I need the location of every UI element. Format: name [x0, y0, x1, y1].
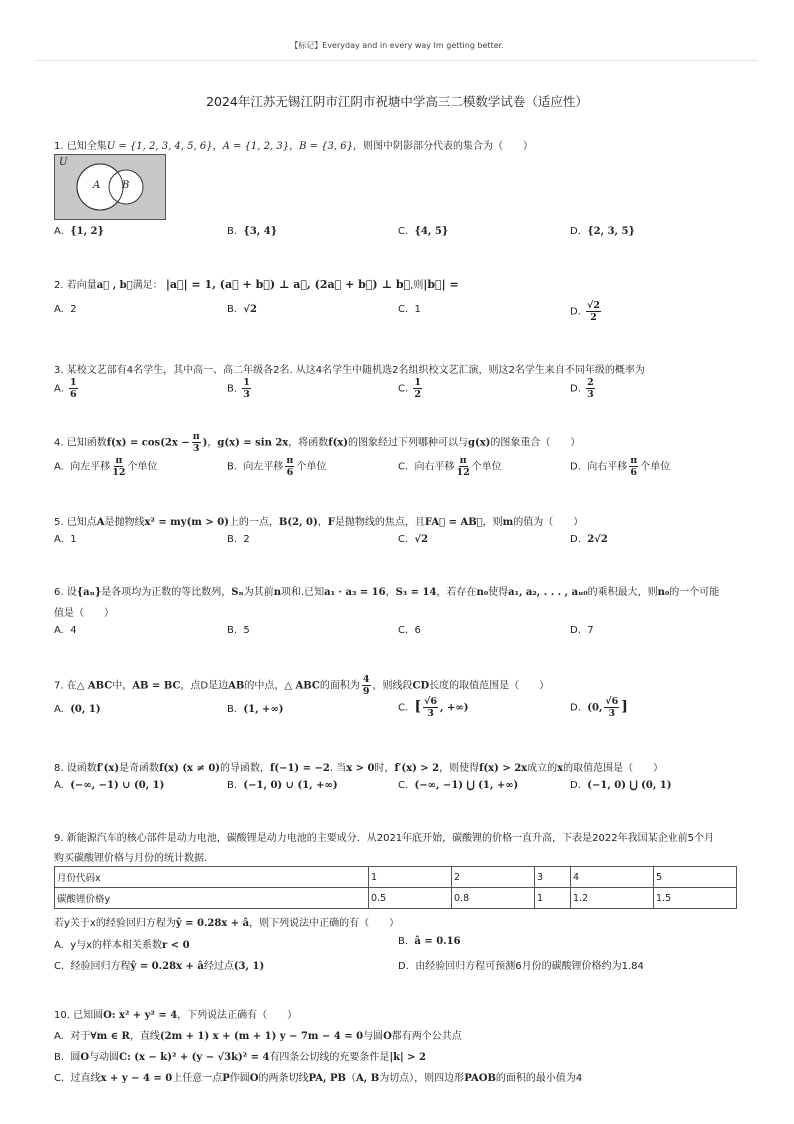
- q7-option-c[interactable]: C. [ $\frac{√6}{3}$ , +∞): [398, 696, 469, 719]
- question-6-stem-line2: 值是（ ）: [54, 608, 114, 619]
- q5-option-a[interactable]: A. 1: [54, 534, 77, 545]
- q9-option-a[interactable]: A. y与x的样本相关系数r < 0: [54, 940, 190, 951]
- table-cell: 1.2: [571, 888, 654, 909]
- q2-option-c[interactable]: C. 1: [398, 304, 421, 315]
- q3-option-c[interactable]: C. $\frac{1}{2}$: [398, 377, 421, 400]
- q1-option-b[interactable]: B. {3, 4}: [227, 226, 278, 237]
- question-5-stem: 5. 已知点A是抛物线x² = my(m > 0)上的一点，B(2, 0)，F是抛物线的焦点，且FA⃗ = AB⃗，则m的值为（ ）: [54, 517, 584, 528]
- table-cell: 4: [571, 867, 654, 888]
- q8-option-c[interactable]: C. (−∞, −1) ⋃ (1, +∞): [398, 780, 519, 791]
- q5-option-c[interactable]: C. √2: [398, 534, 429, 545]
- table-cell: 1.5: [654, 888, 737, 909]
- q4-option-a[interactable]: A. 向左平移 $\frac{\pi}{12}$ 个单位: [54, 455, 158, 478]
- table-cell: 0.5: [369, 888, 452, 909]
- q1-set-u: U = {1, 2, 3, 4, 5, 6}: [106, 141, 213, 152]
- q10-option-b[interactable]: B. 圆O与动圆C: (x − k)² + (y − √3k)² = 4有四条公切线的充要条件是|k| > 2: [54, 1052, 426, 1063]
- question-2-stem: 2. 若向量a⃗ , b⃗满足： |a⃗| = 1, (a⃗ + b⃗) ⊥ a⃗, (2a⃗ + b⃗) ⊥ b⃗,则|b⃗| =: [54, 278, 459, 291]
- q10-option-a[interactable]: A. 对于∀m ∈ R，直线(2m + 1) x + (m + 1) y − 7m − 4 = 0与圆O都有两个公共点: [54, 1031, 462, 1042]
- q4-option-c[interactable]: C. 向右平移 $\frac{\pi}{12}$ 个单位: [398, 455, 502, 478]
- venn-diagram: [54, 154, 166, 220]
- question-6-stem: 6. 设{aₙ}是各项均为正数的等比数列，Sₙ为其前n项和.已知a₁ · a₃ = 16，S₃ = 14，若存在n₀使得a₁, a₂, . . . , aₙ₀的乘积最大，则n₀的一个可能: [54, 587, 720, 598]
- table-cell: 1: [535, 888, 571, 909]
- header-divider: [36, 60, 758, 61]
- table-cell: 5: [654, 867, 737, 888]
- q3-option-d[interactable]: D. $\frac{2}{3}$: [570, 377, 594, 400]
- question-10-stem: 10. 已知圆O: x² + y² = 4，下列说法正确有（ ）: [54, 1010, 298, 1021]
- q4-option-d[interactable]: D. 向右平移 $\frac{\pi}{6}$ 个单位: [570, 455, 671, 478]
- question-9-stem-line2: 购买碳酸锂价格与月份的统计数据.: [54, 853, 208, 864]
- q3-option-b[interactable]: B. $\frac{1}{3}$: [227, 377, 250, 400]
- question-9-prompt: 若y关于x的经验回归方程为ŷ = 0.28x + â，则下列说法中正确的有（ ）: [54, 918, 400, 929]
- venn-label-b: B: [122, 180, 130, 191]
- q10-option-c[interactable]: C. 过直线x + y − 4 = 0上任意一点P作圆O的两条切线PA, PB（A, B为切点），则四边形PAOB的面积的最小值为4: [54, 1073, 583, 1084]
- venn-label-u: U: [59, 157, 68, 168]
- table-row: [55, 867, 737, 888]
- question-8-stem: 8. 设函数f′(x)是奇函数f(x) (x ≠ 0)的导函数，f(−1) = −2. 当x > 0时，f′(x) > 2，则使得f(x) > 2x成立的x的取值范围是（ ）: [54, 763, 664, 774]
- question-1-stem: 1. 已知全集U = {1, 2, 3, 4, 5, 6}，A = {1, 2, 3}，B = {3, 6}，则图中阴影部分代表的集合为（ ）: [54, 141, 533, 152]
- q6-option-b[interactable]: B. 5: [227, 625, 250, 636]
- question-3-stem: 3. 某校文艺部有4名学生，其中高一、高二年级各2名. 从这4名学生中随机选2名组织校文艺汇演，则这2名学生来自不同年级的概率为: [54, 365, 645, 376]
- q6-option-d[interactable]: D. 7: [570, 625, 594, 636]
- q1-suffix: ，则图中阴影部分代表的集合为（ ）: [352, 141, 533, 152]
- table-row-header: 碳酸锂价格y: [55, 888, 369, 909]
- q6-option-c[interactable]: C. 6: [398, 625, 421, 636]
- q1-option-d[interactable]: D. {2, 3, 5}: [570, 226, 635, 237]
- q8-option-d[interactable]: D. (−1, 0) ⋃ (0, 1): [570, 780, 672, 791]
- q9-option-b[interactable]: B. â = 0.16: [398, 936, 461, 947]
- q1-prefix: 1. 已知全集: [54, 141, 107, 152]
- q1-set-b: B = {3, 6}: [299, 141, 353, 152]
- data-table: [54, 866, 737, 909]
- q7-option-b[interactable]: B. (1, +∞): [227, 704, 284, 715]
- q8-option-a[interactable]: A. (−∞, −1) ∪ (0, 1): [54, 780, 165, 791]
- table-cell: 0.8: [452, 888, 535, 909]
- q4-option-b[interactable]: B. 向左平移 $\frac{\pi}{6}$ 个单位: [227, 455, 327, 478]
- table-row: [55, 888, 737, 909]
- table-cell: 3: [535, 867, 571, 888]
- question-4-stem: 4. 已知函数f(x) = cos(2x − $\frac{\pi}{3}$ )，g(x) = sin 2x，将函数f(x)的图象经过下列哪种可以与g(x)的图象重合（ ）: [54, 431, 581, 454]
- q9-option-c[interactable]: C. 经验回归方程ŷ = 0.28x + â经过点(3, 1): [54, 961, 265, 972]
- q2-option-d[interactable]: D. $\frac{√2}{2}$: [570, 300, 600, 323]
- q5-option-d[interactable]: D. 2√2: [570, 534, 608, 545]
- q6-option-a[interactable]: A. 4: [54, 625, 77, 636]
- q5-option-b[interactable]: B. 2: [227, 534, 250, 545]
- q7-option-a[interactable]: A. (0, 1): [54, 704, 101, 715]
- table-cell: 1: [369, 867, 452, 888]
- q1-option-a[interactable]: A. {1, 2}: [54, 226, 104, 237]
- q7-option-d[interactable]: D. (0, $\frac{√6}{3}$ ]: [570, 696, 628, 719]
- table-cell: 2: [452, 867, 535, 888]
- q8-option-b[interactable]: B. (−1, 0) ∪ (1, +∞): [227, 780, 338, 791]
- q2-option-a[interactable]: A. 2: [54, 304, 77, 315]
- table-row-header: 月份代码x: [55, 867, 369, 888]
- q1-set-a: A = {1, 2, 3}: [222, 141, 290, 152]
- q9-option-d[interactable]: D. 由经验回归方程可预测6月份的碳酸锂价格约为1.84: [398, 961, 644, 972]
- venn-label-a: A: [93, 180, 101, 191]
- question-9-stem: 9. 新能源汽车的核心部件是动力电池，碳酸锂是动力电池的主要成分．从2021年底开始，碳酸锂的价格一直升高，下表是2022年我国某企业前5个月: [54, 833, 714, 844]
- header-note: 【标记】Everyday and in every way Im getting better.: [290, 41, 504, 50]
- page-title: 2024年江苏无锡江阴市江阴市祝塘中学高三二模数学试卷（适应性）: [206, 94, 588, 109]
- q2-option-b[interactable]: B. √2: [227, 304, 257, 315]
- q1-option-c[interactable]: C. {4, 5}: [398, 226, 449, 237]
- question-7-stem: 7. 在△ ABC中，AB = BC，点D是边AB的中点，△ ABC的面积为 $\frac{4}{9}$ ，则线段CD长度的取值范围是（ ）: [54, 674, 550, 697]
- q3-option-a[interactable]: A. $\frac{1}{6}$: [54, 377, 77, 400]
